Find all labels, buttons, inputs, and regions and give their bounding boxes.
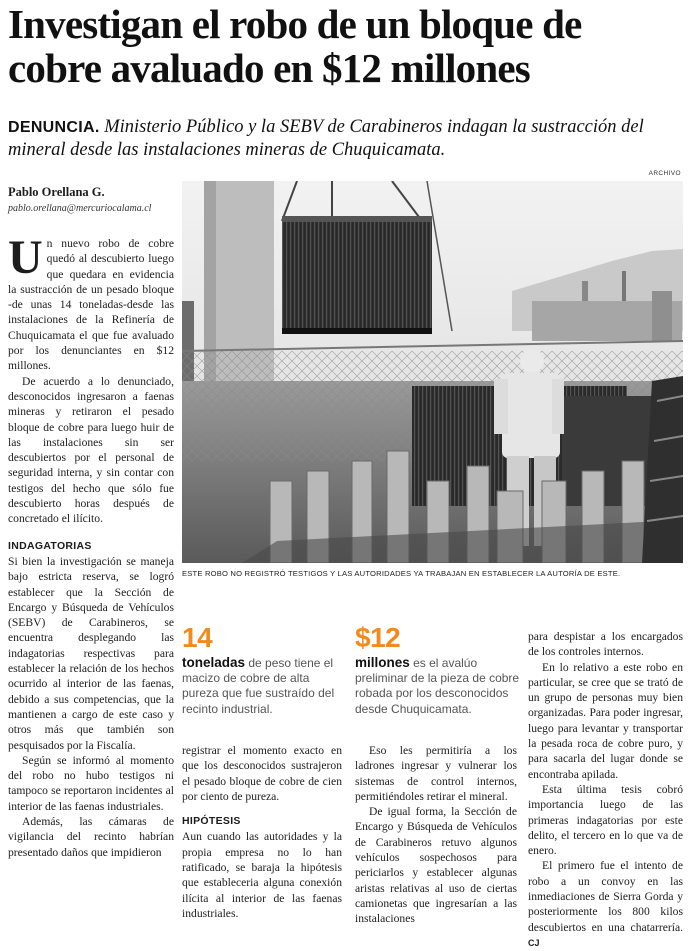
fact-body: es el avalúo preliminar de la pieza de cobre robada por los desconocidos desde Chuquicamata. xyxy=(355,656,520,716)
author-byline: Pablo Orellana G. xyxy=(8,185,105,199)
photo-caption: ESTE ROBO NO REGISTRÓ TESTIGOS Y LAS AUTORIDADES YA TRABAJAN EN ESTABLECER LA AUTORÍA DE ESTE. xyxy=(182,569,621,578)
paragraph: Aun cuando las autoridades y la propia empresa no lo han ratificado, se baraja la hipótesis que estableceria alguna conexión ilícita al interior de las faenas industriales. xyxy=(182,830,342,920)
fact-box-tons xyxy=(182,623,342,717)
fact-number: 14 xyxy=(182,622,213,653)
photo-credit: ARCHIVO xyxy=(648,170,681,177)
paragraph: registrar el momento exacto en que los desconocidos sustrajeron el pesado bloque de cobre de cien por ciento de pureza. xyxy=(182,744,342,803)
deck xyxy=(8,116,680,162)
column-3 xyxy=(355,743,517,927)
author-email[interactable]: pablo.orellana@mercuriocalama.cl xyxy=(8,203,152,214)
subhead-hipotesis: HIPÓTESIS xyxy=(182,815,241,828)
headline: Investigan el robo de un bloque de cobre avaluado en $12 millones xyxy=(8,1,582,91)
paragraph: En lo relativo a este robo en particular, se cree que se trató de un grupo de personas muy bien organizadas. Para poder ingresar, luego para levantar y transportar la pesada roca de cobre puro, y para sacarla del lugar donde se encontraba apilada. xyxy=(528,660,683,781)
fact-lead: toneladas xyxy=(182,655,246,670)
paragraph-text: El primero fue el intento de robo a un convoy en las inmediaciones de Sierra Gorda y posteriormente los 800 kilos descubiertos en una chatarrería. xyxy=(528,859,683,934)
fact-text xyxy=(355,655,520,717)
subhead-indagatorias: INDAGATORIAS xyxy=(8,539,92,552)
kicker: DENUNCIA. xyxy=(8,119,100,136)
paragraph: Esta última tesis cobró importancia luego de las primeras indagatorias por este delito, el tercero en lo que va de enero. xyxy=(528,782,683,858)
dropcap: U xyxy=(8,231,43,284)
column-4 xyxy=(528,629,683,951)
fact-lead: millones xyxy=(355,655,410,670)
fact-number: $12 xyxy=(355,622,401,653)
lead-paragraph xyxy=(8,231,174,374)
paragraph xyxy=(528,858,683,951)
copper-plant-photo xyxy=(182,181,683,563)
deck-text: Ministerio Público y la SEBV de Carabineros indagan la sustracción del mineral desde las instalaciones mineras de Chuquicamata. xyxy=(8,117,644,160)
paragraph: De acuerdo a lo denunciado, desconocidos ingresaron a faenas mineras y retiraron el pesado bloque de cobre para luego huir de las instalaciones sin ser descubiertos por el personal de seguridad interna, y sin contar con testigos del hecho que sólo fue descubierto horas después de concretado el ilícito. xyxy=(8,374,174,526)
fact-text xyxy=(182,655,342,717)
fact-box-value xyxy=(355,623,520,717)
paragraph: para despistar a los encargados de los controles internos. xyxy=(528,630,683,659)
paragraph: Eso les permitiría a los ladrones ingresar y vulnerar los sistemas de control internos, permitiéndoles retirar el mineral. xyxy=(355,744,517,803)
fact-body: de peso tiene el macizo de cobre de alta pureza que fue sustraído del recinto industrial. xyxy=(182,656,335,716)
paragraph: Si bien la investigación se maneja bajo estricta reserva, se logró establecer que la Sección de Encargo y Búsqueda de Vehículos (SEBV) de Carabineros, se encuentra desplegando las indagatorias respectivas para establecer la relación de los hechos ocurrido al interior de las faenas, debido a sus competencias, que la mantienen a cargo de este caso y otros más que también son pesquisados por la Fiscalía. xyxy=(8,554,174,752)
column-1 xyxy=(8,231,174,860)
paragraph: De igual forma, la Sección de Encargo y Búsqueda de Vehículos de Carabineros retuvo algunos vehículos sospechosos para periciarlos y establecer algunas aristas relativas al uso de ciertas camionetas que ingresarían a las instalaciones xyxy=(355,805,517,926)
paragraph: Además, las cámaras de vigilancia del recinto habrían presentado daños que impidieron xyxy=(8,814,174,859)
lead-paragraph-text: n nuevo robo de cobre quedó al descubierto luego que quedara en evidencia la sustracción de un pesado bloque -de unas 14 toneladas-desde las instalaciones de la Refinería de Chuquicamata el que fue avaluado por los denunciantes en $12 millones. xyxy=(8,237,174,373)
end-mark: CJ xyxy=(528,937,540,948)
paragraph: Según se informó al momento del robo no hubo testigos ni tampoco se reportaron incidentes al interior de las faenas industriales. xyxy=(8,753,174,813)
article-photo xyxy=(182,181,683,563)
column-2 xyxy=(182,743,342,921)
